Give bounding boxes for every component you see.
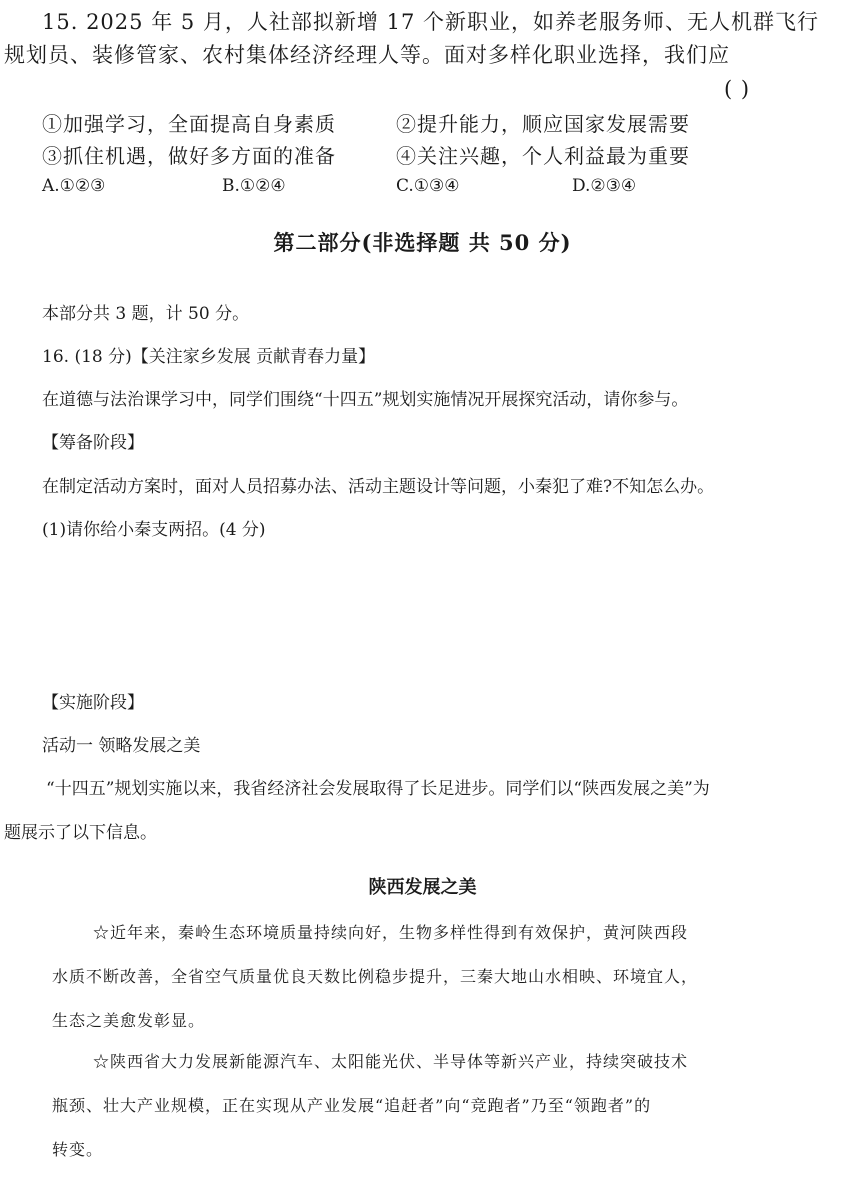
- part-2-title: 第二部分(非选择题 共 50 分): [273, 230, 572, 255]
- question-15-line-1: 15. 2025 年 5 月，人社部拟新增 17 个新职业，如养老服务师、无人机群飞行: [42, 10, 819, 34]
- stage-preparation: 【筹备阶段】: [42, 433, 144, 453]
- answer-bracket: ( ): [724, 77, 751, 101]
- question-16-context: 在道德与法治课学习中，同学们围绕“十四五”规划实施情况开展探究活动，请你参与。: [42, 390, 689, 410]
- sub-question-1: (1)请你给小秦支两招。(4 分): [42, 520, 266, 540]
- statement-3: ③抓住机遇，做好多方面的准备: [42, 144, 336, 168]
- info-item-1-line-2: 水质不断改善，全省空气质量优良天数比例稳步提升，三秦大地山水相映、环境宜人，: [52, 967, 699, 986]
- statement-1: ①加强学习，全面提高自身素质: [42, 112, 336, 136]
- choice-c: C.①③④: [396, 176, 460, 196]
- info-box-title: 陕西发展之美: [368, 877, 477, 898]
- choice-b: B.①②④: [222, 176, 286, 196]
- paragraph-line-1: “十四五”规划实施以来，我省经济社会发展取得了长足进步。同学们以“陕西发展之美”为: [46, 779, 710, 799]
- choice-d: D.②③④: [572, 176, 637, 196]
- question-16-header: 16. (18 分)【关注家乡发展 贡献青春力量】: [42, 347, 376, 367]
- info-item-2-line-3: 转变。: [52, 1140, 104, 1159]
- info-item-1-line-1: ☆近年来，秦岭生态环境质量持续向好，生物多样性得到有效保护，黄河陕西段: [93, 923, 689, 942]
- info-item-2-line-1: ☆陕西省大力发展新能源汽车、太阳能光伏、半导体等新兴产业，持续突破技术: [93, 1052, 689, 1071]
- info-item-1-line-3: 生态之美愈发彰显。: [52, 1011, 206, 1030]
- choice-a: A.①②③: [42, 176, 106, 196]
- part-2-intro: 本部分共 3 题，计 50 分。: [42, 304, 250, 324]
- info-item-2-line-2: 瓶颈、壮大产业规模，正在实现从产业发展“追赶者”向“竞跑者”乃至“领跑者”的: [52, 1096, 652, 1115]
- stage-implementation: 【实施阶段】: [42, 693, 144, 713]
- activity-1-title: 活动一 领略发展之美: [42, 736, 201, 756]
- stage-preparation-text: 在制定活动方案时，面对人员招募办法、活动主题设计等问题，小秦犯了难?不知怎么办。: [42, 477, 715, 497]
- paragraph-line-2: 题展示了以下信息。: [4, 823, 157, 843]
- statement-4: ④关注兴趣，个人利益最为重要: [396, 144, 690, 168]
- question-15-line-2: 规划员、装修管家、农村集体经济经理人等。面对多样化职业选择，我们应: [4, 43, 730, 67]
- statement-2: ②提升能力，顺应国家发展需要: [396, 112, 690, 136]
